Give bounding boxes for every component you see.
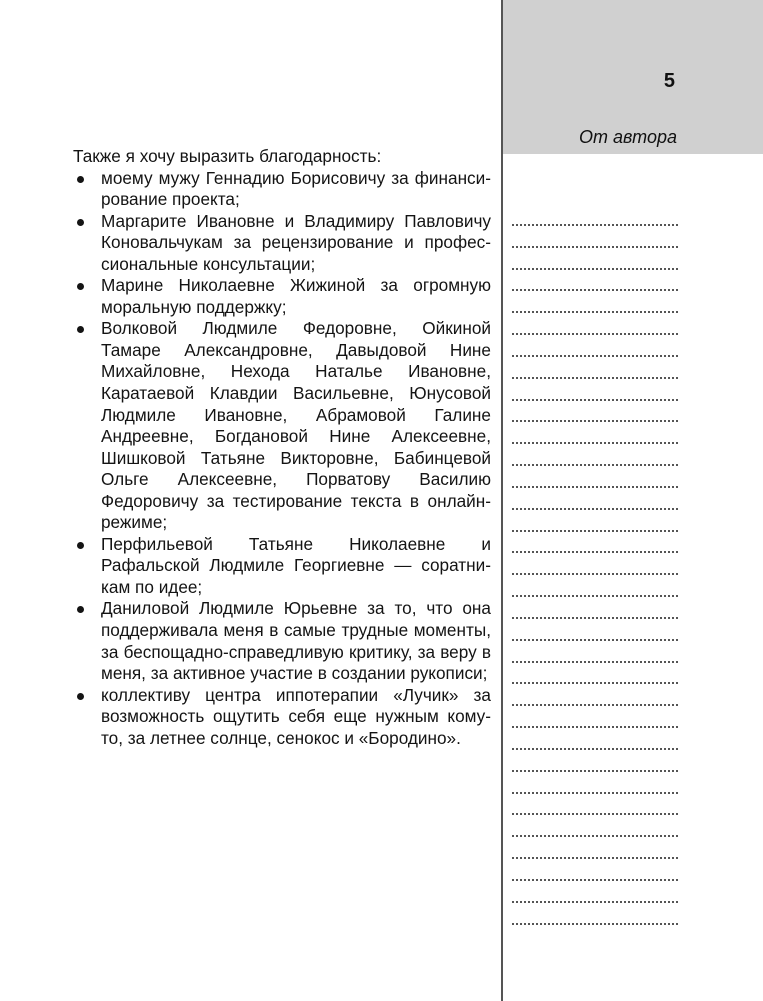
bullet-icon [77,542,84,549]
bullet-icon [77,326,84,333]
note-dotted-line [512,263,678,285]
list-item-text: Волковой Людмиле Федоровне, Ойкиной Тамаре Александровне, Давыдовой Нине Михайловне, Нехода Наталье Ивановне, Каратаевой Клавдии Васильевне, Юнусовой Людмиле Ивановне, Абрамовой Галине Андреевне, Богдановой Нине Алексеевне, Шишковой Татьяне Викторовне, Бабинцевой Ольге Алексеевне, Порватову Василию Федоровичу за тестирование текста в онлайн-режиме; [101,318,491,533]
note-dotted-line [512,765,678,787]
note-dotted-line [512,918,678,940]
note-dotted-line [512,721,678,743]
note-dotted-line [512,830,678,852]
note-dotted-line [512,699,678,721]
note-dotted-line [512,284,678,306]
list-item-text: коллективу центра иппотерапии «Лучик» за возможность ощутить себя еще нужным кому-то, за летнее солнце, сенокос и «Бородино». [101,684,491,748]
note-dotted-line [512,415,678,437]
list-item [73,168,491,211]
section-title: От автора [578,127,677,147]
note-dotted-line [512,612,678,634]
note-dotted-line [512,525,678,547]
note-dotted-line [512,808,678,830]
list-item-text: моему мужу Геннадию Борисовичу за финансирование проекта; [101,167,491,210]
note-dotted-line [512,787,678,809]
list-item [73,275,491,318]
note-dotted-line [512,896,678,918]
note-dotted-line [512,590,678,612]
list-item-text: Даниловой Людмиле Юрьевне за то, что она поддерживала меня в самые трудные моменты, за беспощадно-справедливую критику, за веру в меня, за активное участие в создании рукописи; [101,598,491,684]
note-dotted-line [512,677,678,699]
note-dotted-line [512,503,678,525]
note-dotted-line [512,219,678,241]
acknowledgements-list [73,168,491,750]
margin-divider [501,0,503,1001]
note-dotted-line [512,459,678,481]
bullet-icon [77,219,84,226]
intro-text: Также я хочу выразить благодарность: [73,146,382,166]
note-dotted-line [512,306,678,328]
list-item [73,318,491,533]
note-dotted-line [512,394,678,416]
bullet-icon [77,283,84,290]
list-item-text: Марине Николаевне Жижиной за огромную моральную поддержку; [101,275,491,317]
bullet-icon [77,693,84,700]
note-dotted-line [512,656,678,678]
note-dotted-line [512,350,678,372]
note-dotted-line [512,481,678,503]
note-dotted-line [512,568,678,590]
notes-margin [512,219,678,939]
list-item-text: Маргарите Ивановне и Владимиру Павловичу Коновальчукам за рецензирование и профессиональные консультации; [101,210,491,274]
list-item [73,211,491,276]
note-dotted-line [512,437,678,459]
acknowledgements-body [73,146,491,749]
page-number: 5 [663,70,675,92]
list-item-text: Перфильевой Татьяне Николаевне и Рафальской Людмиле Георгиевне — соратникам по идее; [101,533,491,597]
bullet-icon [77,176,84,183]
bullet-icon [77,606,84,613]
note-dotted-line [512,372,678,394]
note-dotted-line [512,546,678,568]
note-dotted-line [512,328,678,350]
note-dotted-line [512,852,678,874]
list-item [73,685,491,750]
note-dotted-line [512,874,678,896]
note-dotted-line [512,634,678,656]
note-dotted-line [512,241,678,263]
note-dotted-line [512,743,678,765]
list-item [73,598,491,684]
list-item [73,534,491,599]
